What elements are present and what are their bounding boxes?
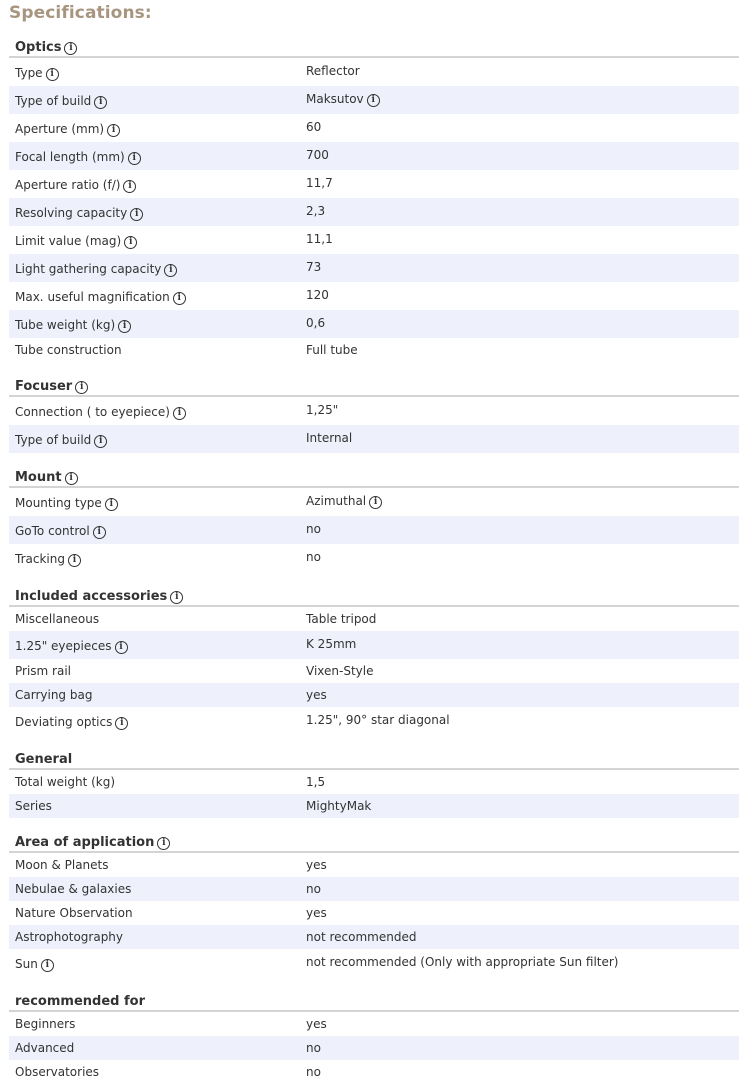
spec-label (15, 206, 143, 221)
spec-row (9, 1060, 739, 1084)
spec-label-text: Deviating optics (15, 715, 113, 729)
info-icon[interactable]: i (367, 94, 380, 107)
info-icon[interactable]: i (68, 554, 81, 567)
info-icon[interactable]: i (170, 591, 183, 604)
spec-label-text: Mounting type (15, 496, 102, 510)
info-icon[interactable]: i (173, 407, 186, 420)
spec-label-text: Carrying bag (15, 688, 93, 702)
spec-value-text: no (306, 1041, 321, 1055)
spec-label (15, 930, 123, 944)
spec-label-text: Nature Observation (15, 906, 133, 920)
section-header (9, 31, 739, 58)
spec-row (9, 707, 739, 735)
spec-value-text: 1.25", 90° star diagonal (306, 713, 450, 727)
spec-value-text: 60 (306, 120, 322, 134)
info-icon[interactable]: i (75, 381, 88, 394)
spec-label (15, 318, 131, 333)
info-icon[interactable]: i (94, 435, 107, 448)
spec-label-text: Observatories (15, 1065, 100, 1079)
spec-row (9, 170, 739, 198)
spec-label-text: Nebulae & galaxies (15, 882, 132, 896)
section-title (15, 994, 145, 1009)
spec-value (306, 403, 338, 417)
spec-row (9, 142, 739, 170)
spec-value-text: no (306, 522, 321, 536)
spec-value (306, 522, 321, 536)
spec-row (9, 86, 739, 114)
info-icon[interactable]: i (115, 641, 128, 654)
spec-label-text: Tube construction (15, 343, 122, 357)
spec-value-text: Full tube (306, 343, 358, 357)
spec-value-text: Internal (306, 431, 353, 445)
spec-value-text: yes (306, 858, 327, 872)
info-icon[interactable]: i (41, 959, 54, 972)
spec-value (306, 431, 352, 445)
section-title (15, 379, 88, 394)
section-general (9, 743, 739, 826)
spec-value (306, 799, 371, 813)
spec-label (15, 688, 92, 702)
section-header (9, 985, 739, 1012)
spec-value-text: not recommended (306, 930, 417, 944)
spec-value-text: 1,25" (306, 403, 339, 417)
spec-label (15, 715, 128, 730)
section-header (9, 580, 739, 607)
spec-label (15, 150, 141, 165)
spec-value-text: 0,6 (306, 316, 326, 330)
spec-label (15, 664, 71, 678)
spec-value-text: Vixen-Style (306, 664, 374, 678)
spec-label-text: Connection ( to eyepiece) (15, 405, 170, 419)
section-title (15, 40, 77, 55)
spec-value (306, 664, 373, 678)
spec-value-text: no (306, 1065, 321, 1079)
spec-value-text: Table tripod (306, 612, 377, 626)
spec-row (9, 488, 739, 516)
section-focuser (9, 370, 739, 461)
spec-label-text: Sun (15, 957, 38, 971)
spec-value (306, 176, 333, 190)
section-area-of-application (9, 826, 739, 985)
section-title-text: Included accessories (15, 589, 168, 604)
specifications-table (9, 31, 739, 1092)
section-title (15, 835, 170, 850)
spec-value (306, 288, 329, 302)
info-icon[interactable]: i (128, 152, 141, 165)
spec-value (306, 1017, 327, 1031)
spec-label-text: Tube weight (kg) (15, 318, 116, 332)
info-icon[interactable]: i (123, 180, 136, 193)
spec-label-text: Advanced (15, 1041, 75, 1055)
page-title: Specifications: (9, 3, 152, 23)
spec-value (306, 1065, 321, 1079)
spec-label (15, 1041, 74, 1055)
section-title-text: Mount (15, 470, 62, 485)
spec-label (15, 799, 52, 813)
spec-label-text: Max. useful magnification (15, 290, 170, 304)
section-header (9, 370, 739, 397)
section-included-accessories (9, 580, 739, 743)
spec-value-text: 2,3 (306, 204, 326, 218)
info-icon[interactable]: i (94, 96, 107, 109)
spec-value (306, 550, 321, 564)
spec-row (9, 516, 739, 544)
spec-label-text: 1.25" eyepieces (15, 639, 112, 653)
spec-value (306, 232, 333, 246)
spec-value (306, 343, 358, 357)
spec-value (306, 204, 325, 218)
spec-label (15, 882, 131, 896)
spec-value-text: yes (306, 906, 327, 920)
spec-row (9, 659, 739, 683)
section-header (9, 743, 739, 770)
spec-value-text: 1,5 (306, 775, 326, 789)
info-icon[interactable]: i (164, 264, 177, 277)
info-icon[interactable]: i (157, 837, 170, 850)
info-icon[interactable]: i (64, 42, 77, 55)
spec-label (15, 262, 177, 277)
info-icon[interactable]: i (105, 498, 118, 511)
info-icon[interactable]: i (173, 292, 186, 305)
spec-value (306, 316, 325, 330)
spec-row (9, 901, 739, 925)
spec-row (9, 770, 739, 794)
spec-label (15, 1017, 75, 1031)
spec-row (9, 226, 739, 254)
spec-label (15, 858, 109, 872)
spec-label-text: Type of build (15, 433, 92, 447)
spec-value (306, 930, 416, 944)
section-title-text: Optics (15, 40, 62, 55)
spec-value (306, 494, 382, 509)
spec-label-text: Type (15, 66, 43, 80)
section-title (15, 589, 183, 604)
spec-value (306, 148, 329, 162)
info-icon[interactable]: i (46, 68, 59, 81)
spec-label (15, 66, 59, 81)
info-icon[interactable]: i (124, 236, 137, 249)
spec-label-text: GoTo control (15, 524, 90, 538)
spec-value-text: 11,7 (306, 176, 333, 190)
spec-label (15, 94, 107, 109)
spec-label (15, 343, 122, 357)
info-icon[interactable]: i (118, 320, 131, 333)
spec-value (306, 120, 321, 134)
spec-label (15, 1065, 99, 1079)
spec-value (306, 1041, 321, 1055)
spec-label-text: Astrophotography (15, 930, 124, 944)
spec-value-text: 73 (306, 260, 322, 274)
spec-value (306, 92, 380, 107)
spec-label-text: Aperture (mm) (15, 122, 105, 136)
spec-label-text: Type of build (15, 94, 92, 108)
spec-label-text: Total weight (kg) (15, 775, 116, 789)
spec-row (9, 1012, 739, 1036)
spec-label (15, 775, 115, 789)
spec-value (306, 775, 325, 789)
spec-value-text: MightyMak (306, 799, 372, 813)
spec-row (9, 683, 739, 707)
spec-value-text: no (306, 882, 321, 896)
spec-row (9, 925, 739, 949)
spec-row (9, 877, 739, 901)
spec-label-text: Series (15, 799, 52, 813)
spec-label (15, 122, 120, 137)
section-mount (9, 461, 739, 580)
spec-label-text: Moon & Planets (15, 858, 109, 872)
spec-value-text: Azimuthal (306, 494, 367, 508)
spec-row (9, 198, 739, 226)
spec-label (15, 639, 128, 654)
spec-value (306, 612, 376, 626)
spec-row (9, 949, 739, 977)
spec-label-text: Beginners (15, 1017, 76, 1031)
spec-label (15, 178, 136, 193)
spec-label (15, 234, 137, 249)
spec-value-text: Reflector (306, 64, 360, 78)
spec-value (306, 64, 360, 78)
section-title-text: recommended for (15, 994, 145, 1009)
info-icon[interactable]: i (93, 526, 106, 539)
spec-label-text: Prism rail (15, 664, 72, 678)
section-header (9, 826, 739, 853)
spec-row (9, 1036, 739, 1060)
spec-row (9, 114, 739, 142)
spec-row (9, 794, 739, 818)
spec-row (9, 310, 739, 338)
spec-row (9, 425, 739, 453)
spec-value (306, 882, 321, 896)
info-icon[interactable]: i (65, 472, 78, 485)
section-title-text: Area of application (15, 835, 155, 850)
section-title (15, 470, 78, 485)
spec-value-text: K 25mm (306, 637, 357, 651)
spec-row (9, 397, 739, 425)
spec-row (9, 631, 739, 659)
spec-label-text: Focal length (mm) (15, 150, 125, 164)
info-icon[interactable]: i (115, 717, 128, 730)
section-recommended-for (9, 985, 739, 1092)
spec-label (15, 405, 186, 420)
spec-value (306, 637, 356, 651)
spec-label-text: Limit value (mag) (15, 234, 122, 248)
spec-label (15, 496, 118, 511)
spec-value-text: 700 (306, 148, 329, 162)
spec-value (306, 858, 327, 872)
spec-row (9, 282, 739, 310)
spec-value (306, 260, 321, 274)
spec-label (15, 552, 81, 567)
spec-label-text: Light gathering capacity (15, 262, 162, 276)
section-title-text: General (15, 752, 73, 767)
spec-value (306, 688, 327, 702)
spec-row (9, 254, 739, 282)
spec-row (9, 853, 739, 877)
spec-value (306, 906, 327, 920)
spec-label (15, 290, 186, 305)
info-icon[interactable]: i (369, 496, 382, 509)
spec-label (15, 906, 133, 920)
info-icon[interactable]: i (107, 124, 120, 137)
spec-value-text: yes (306, 1017, 327, 1031)
spec-row (9, 58, 739, 86)
spec-value-text: no (306, 550, 321, 564)
section-header (9, 461, 739, 488)
spec-label-text: Tracking (15, 552, 65, 566)
spec-value (306, 955, 619, 969)
spec-label (15, 524, 106, 539)
spec-label-text: Aperture ratio (f/) (15, 178, 121, 192)
info-icon[interactable]: i (130, 208, 143, 221)
section-title-text: Focuser (15, 379, 73, 394)
spec-row (9, 338, 739, 362)
spec-value-text: 11,1 (306, 232, 333, 246)
spec-label (15, 612, 99, 626)
spec-value-text: not recommended (Only with appropriate Sun filter) (306, 955, 619, 969)
section-optics (9, 31, 739, 370)
spec-label (15, 957, 54, 972)
spec-value (306, 713, 450, 727)
spec-value-text: yes (306, 688, 327, 702)
spec-label-text: Miscellaneous (15, 612, 100, 626)
spec-row (9, 607, 739, 631)
spec-label-text: Resolving capacity (15, 206, 128, 220)
spec-value-text: 120 (306, 288, 329, 302)
spec-row (9, 544, 739, 572)
spec-value-text: Maksutov (306, 92, 364, 106)
spec-label (15, 433, 107, 448)
section-title (15, 752, 72, 767)
